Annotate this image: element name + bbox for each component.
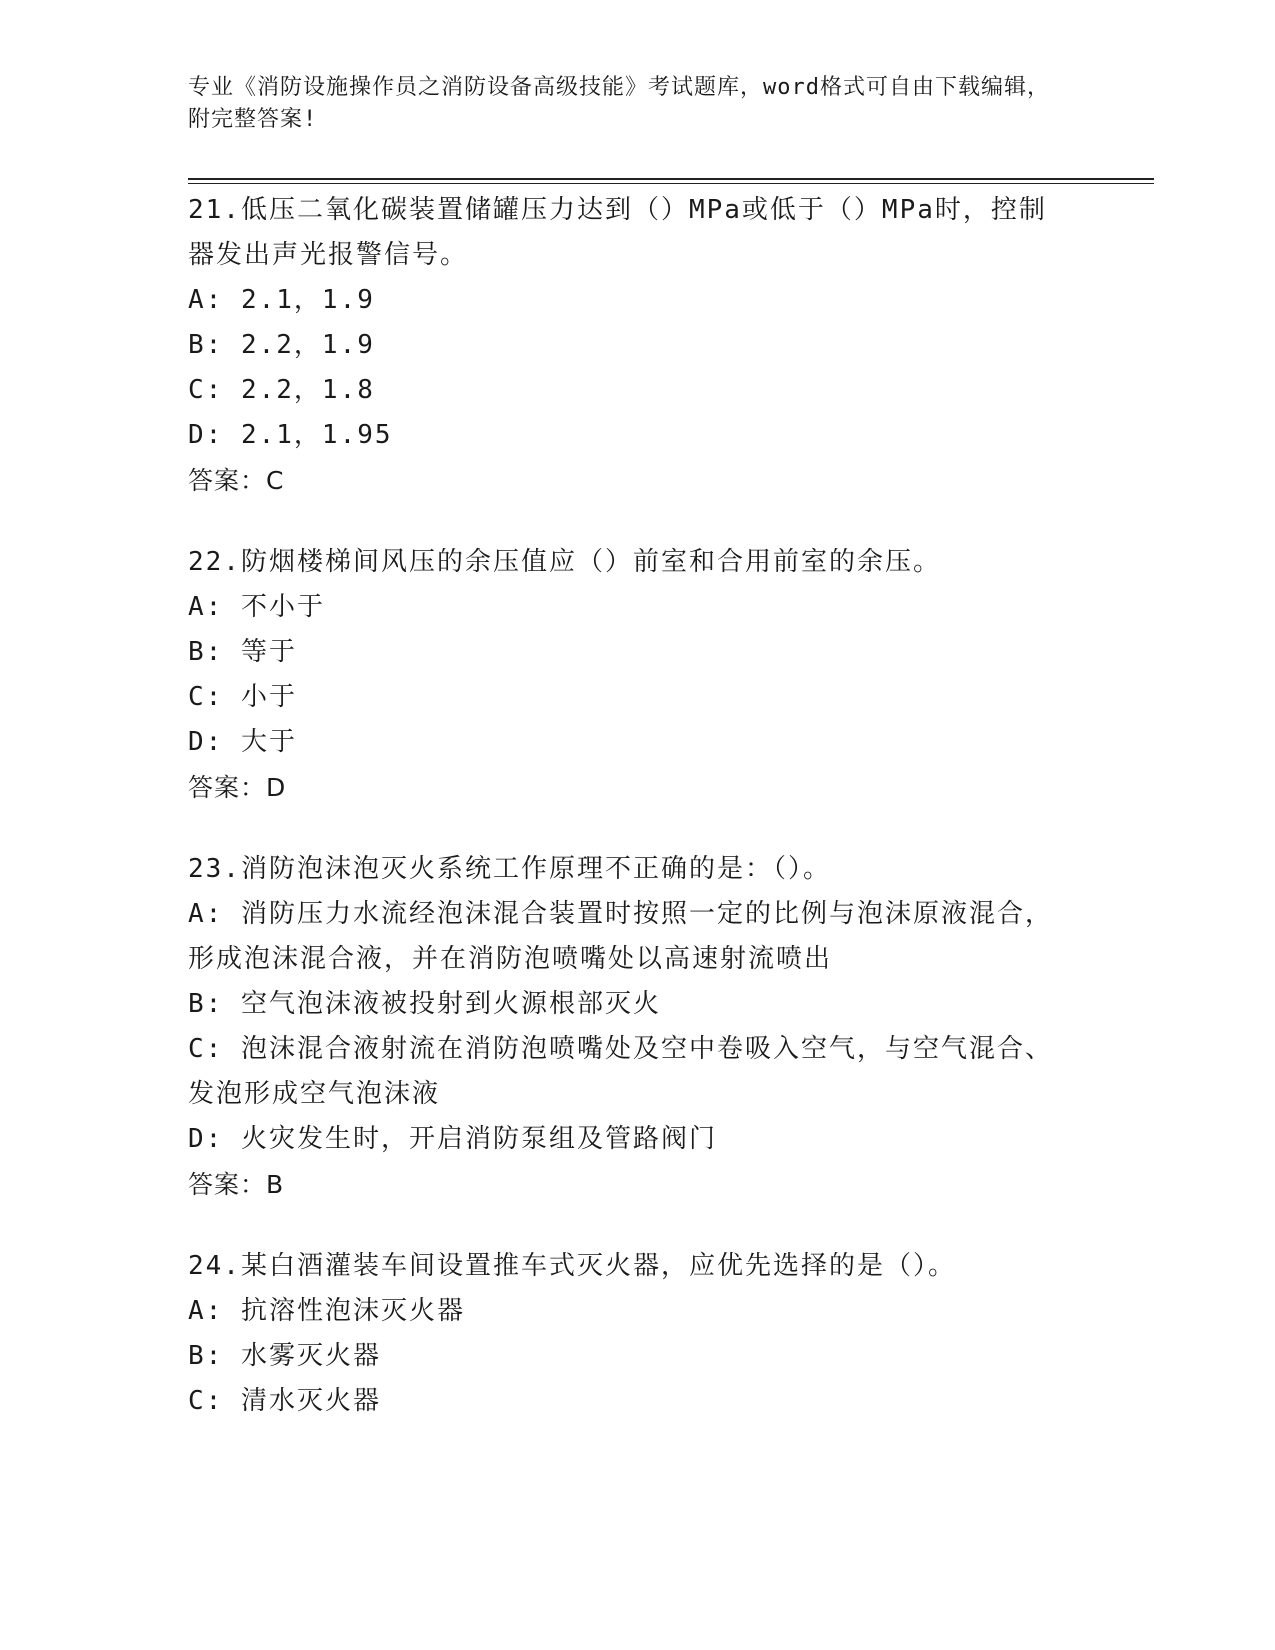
header-divider-thin [188, 183, 1154, 184]
option-c: C: 泡沫混合液射流在消防泡喷嘴处及空中卷吸入空气，与空气混合、发泡形成空气泡沫液 [188, 1034, 1053, 1109]
question-stem: 21.低压二氧化碳装置储罐压力达到（）MPa或低于（）MPa时，控制器发出声光报警信号。 [188, 195, 1047, 270]
option-d: D: 2.1，1.95 [188, 420, 393, 450]
option-b: B: 2.2，1.9 [188, 330, 375, 360]
question-21 [188, 188, 1068, 504]
answer-label: 答案：C [188, 466, 285, 495]
option-d: D: 大于 [188, 727, 297, 757]
header-divider-thick [188, 178, 1154, 180]
question-stem: 24.某白酒灌装车间设置推车式灭火器，应优先选择的是（）。 [188, 1251, 956, 1281]
question-list [188, 188, 1068, 1460]
option-c: C: 小于 [188, 682, 297, 712]
question-stem: 23.消防泡沫泡灭火系统工作原理不正确的是：（）。 [188, 854, 831, 884]
answer-label: 答案：B [188, 1170, 285, 1199]
option-a: A: 抗溶性泡沫灭火器 [188, 1296, 465, 1326]
option-b: B: 空气泡沫液被投射到火源根部灭火 [188, 989, 661, 1019]
option-a: A: 消防压力水流经泡沫混合装置时按照一定的比例与泡沫原液混合，形成泡沫混合液，并在消防泡喷嘴处以高速射流喷出 [188, 899, 1053, 974]
option-d: D: 火灾发生时，开启消防泵组及管路阀门 [188, 1124, 717, 1154]
option-a: A: 不小于 [188, 592, 325, 622]
question-stem: 22.防烟楼梯间风压的余压值应（）前室和合用前室的余压。 [188, 547, 941, 577]
option-b: B: 水雾灭火器 [188, 1341, 381, 1371]
question-22 [188, 540, 1068, 811]
question-24 [188, 1244, 1068, 1424]
answer-label: 答案：D [188, 773, 287, 802]
option-a: A: 2.1，1.9 [188, 285, 375, 315]
option-b: B: 等于 [188, 637, 297, 667]
document-header: 专业《消防设施操作员之消防设备高级技能》考试题库，word格式可自由下载编辑，附完整答案! [188, 75, 1050, 132]
option-c: C: 清水灭火器 [188, 1386, 381, 1416]
question-23 [188, 847, 1068, 1208]
option-c: C: 2.2，1.8 [188, 375, 375, 405]
